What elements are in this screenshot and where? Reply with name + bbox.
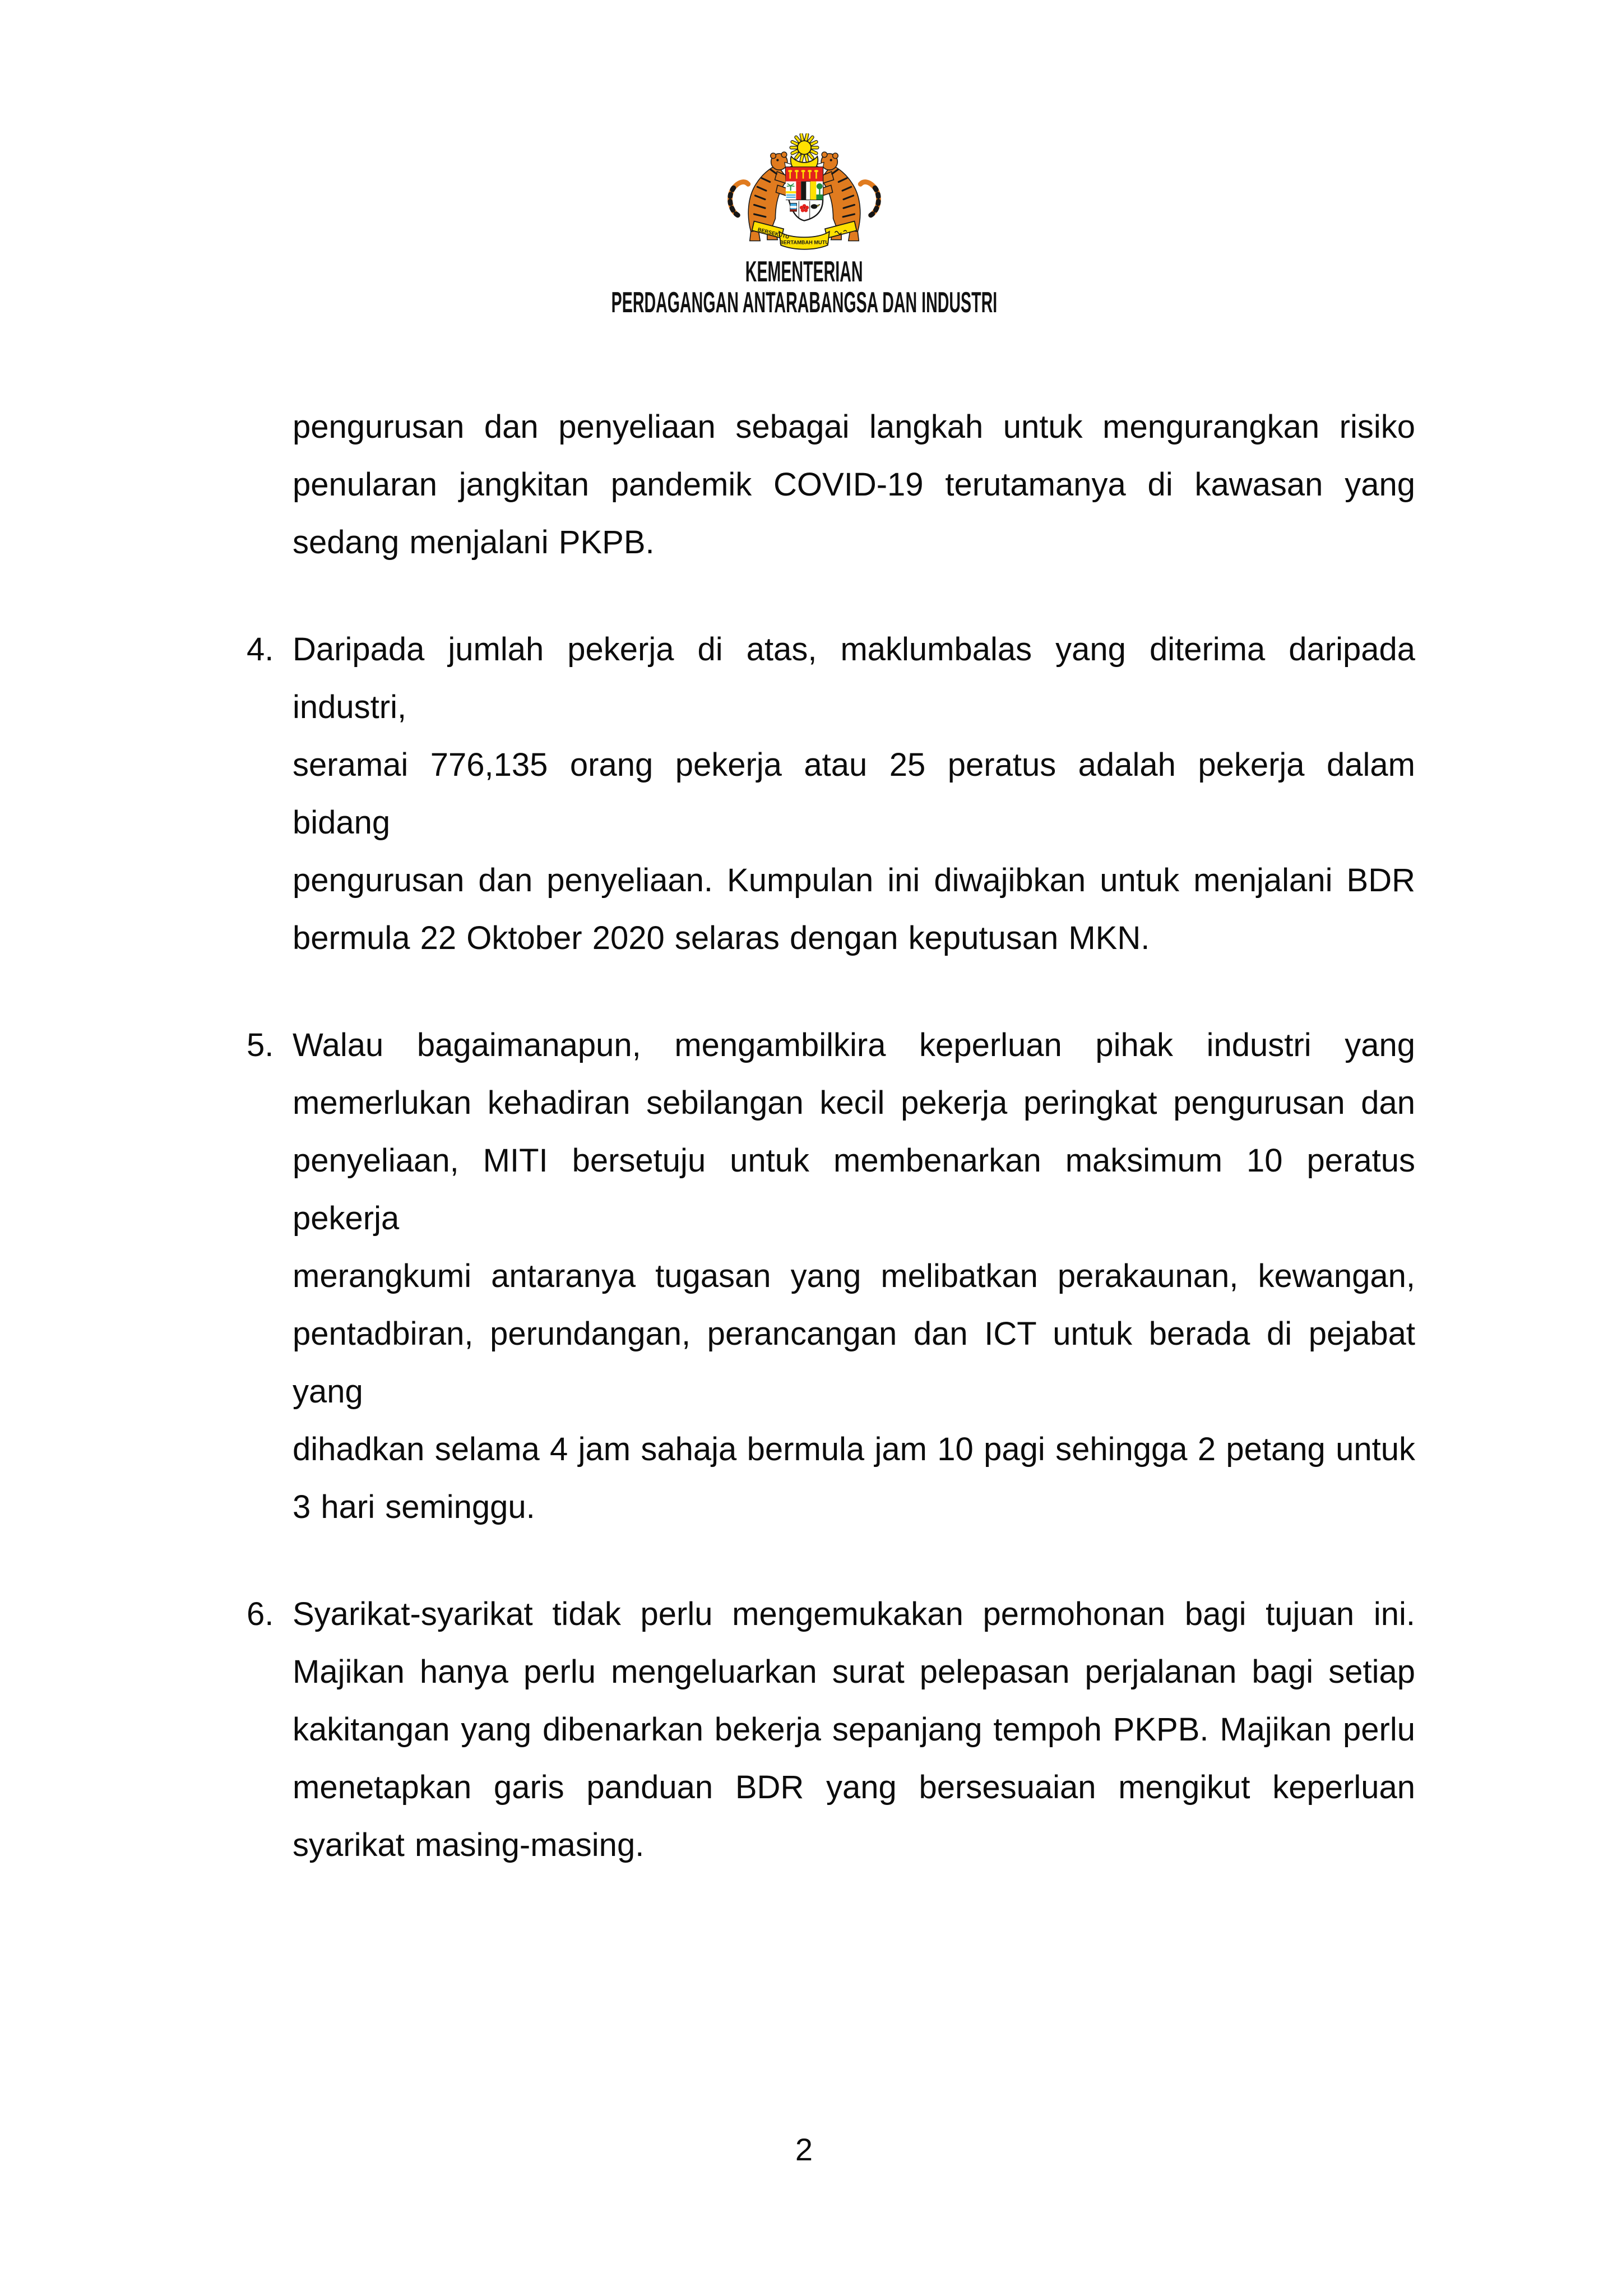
paragraph [247,1016,1415,1536]
ministry-name-line1: KEMENTERIAN [745,256,863,288]
ministry-name [453,257,1155,318]
paragraph-line: Syarikat-syarikat tidak perlu mengemukakan permohonan bagi tujuan ini. [293,1596,1415,1632]
paragraph-line: 3 hari seminggu. [293,1489,535,1525]
paragraph-line: bermula 22 Oktober 2020 selaras dengan keputusan MKN. [293,920,1150,956]
letterhead [0,133,1608,318]
paragraph-line: pentadbiran, perundangan, perancangan dan ICT untuk berada di pejabat yang [293,1316,1415,1410]
paragraph-body [293,1016,1415,1536]
paragraph [247,621,1415,967]
paragraph-line: Majikan hanya perlu mengeluarkan surat pelepasan perjalanan bagi setiap [293,1654,1415,1690]
paragraph-number: 4. [247,631,274,668]
paragraph [247,398,1415,571]
paragraph-line: pengurusan dan penyeliaan. Kumpulan ini diwajibkan untuk menjalani BDR [293,862,1415,899]
paragraph-body [293,621,1415,967]
letter-body [247,398,1415,1874]
paragraph [247,1585,1415,1874]
paragraph-line: penyeliaan, MITI bersetuju untuk membenarkan maksimum 10 peratus pekerja [293,1142,1415,1237]
motto-left-text: BERSEKUTU [757,226,790,240]
paragraph-line: dihadkan selama 4 jam sahaja bermula jam 10 pagi sehingga 2 petang untuk [293,1431,1415,1468]
motto-center-text: BERTAMBAH MUTU [779,239,829,246]
paragraph-line: Walau bagaimanapun, mengambilkira keperluan pihak industri yang [293,1027,1415,1063]
malaysia-coat-of-arms-logo [722,133,886,253]
paragraph-line: syarikat masing-masing. [293,1827,645,1863]
paragraph-number: 5. [247,1027,274,1063]
paragraph-line: menetapkan garis panduan BDR yang bersesuaian mengikut keperluan [293,1769,1415,1806]
ministry-name-line2: PERDAGANGAN ANTARABANGSA DAN INDUSTRI [611,286,997,319]
paragraph-line: seramai 776,135 orang pekerja atau 25 peratus adalah pekerja dalam bidang [293,747,1415,841]
paragraph-body [293,398,1415,571]
shield [785,167,822,220]
paragraph-line: pengurusan dan penyeliaan sebagai langkah untuk mengurangkan risiko [293,409,1415,445]
paragraph-line: Daripada jumlah pekerja di atas, maklumbalas yang diterima daripada industri, [293,631,1415,725]
paragraph-line: memerlukan kehadiran sebilangan kecil pekerja peringkat pengurusan dan [293,1085,1415,1121]
paragraph-number: 6. [247,1596,274,1632]
paragraph-body [293,1585,1415,1874]
paragraph-line: kakitangan yang dibenarkan bekerja sepanjang tempoh PKPB. Majikan perlu [293,1711,1415,1748]
paragraph-line: merangkumi antaranya tugasan yang melibatkan perakaunan, kewangan, [293,1258,1415,1294]
paragraph-line: sedang menjalani PKPB. [293,524,655,561]
page-number: 2 [795,2132,813,2167]
paragraph-line: penularan jangkitan pandemik COVID-19 terutamanya di kawasan yang [293,466,1415,503]
